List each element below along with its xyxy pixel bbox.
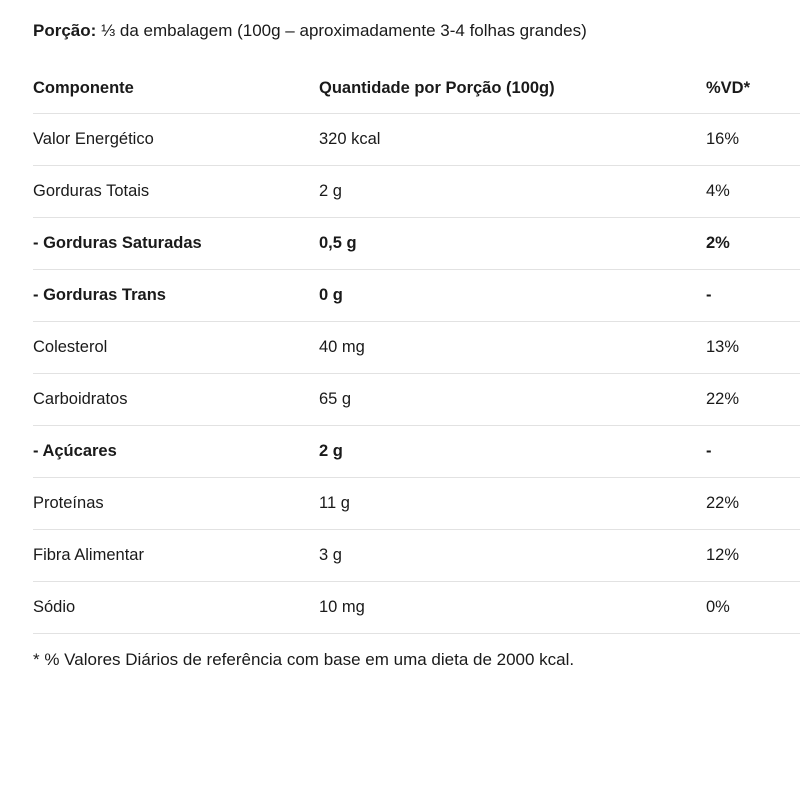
component-cell: Sódio xyxy=(33,598,76,616)
daily-value-cell: 22% xyxy=(706,494,740,512)
portion-text: ⅓ da embalagem (100g – aproximadamente 3-4 folhas grandes) xyxy=(96,21,587,40)
amount-cell: 65 g xyxy=(319,390,352,408)
amount-cell: 2 g xyxy=(319,182,342,200)
component-cell: Carboidratos xyxy=(33,390,128,408)
component-cell: Proteínas xyxy=(33,494,104,512)
header-amount: Quantidade por Porção (100g) xyxy=(319,79,555,97)
component-cell: - Gorduras Saturadas xyxy=(33,234,202,252)
portion-label: Porção: xyxy=(33,21,97,40)
table-row xyxy=(33,114,800,166)
daily-value-cell: - xyxy=(706,286,712,304)
amount-cell: 11 g xyxy=(319,494,350,512)
amount-cell: 2 g xyxy=(319,442,343,460)
table-row xyxy=(33,322,800,374)
table-row xyxy=(33,530,800,582)
daily-value-cell: 2% xyxy=(706,234,730,252)
amount-cell: 0,5 g xyxy=(319,234,357,252)
daily-value-cell: 4% xyxy=(706,182,730,200)
daily-value-cell: 13% xyxy=(706,338,740,356)
amount-cell: 320 kcal xyxy=(319,130,381,148)
table-row xyxy=(33,166,800,218)
amount-cell: 0 g xyxy=(319,286,343,304)
table-row xyxy=(33,426,800,478)
daily-value-cell: 22% xyxy=(706,390,740,408)
table-row xyxy=(33,270,800,322)
component-cell: - Gorduras Trans xyxy=(33,286,166,304)
footnote: * % Valores Diários de referência com base em uma dieta de 2000 kcal. xyxy=(33,650,575,669)
header-daily-value: %VD* xyxy=(706,79,751,97)
table-row xyxy=(33,478,800,530)
table-row xyxy=(33,374,800,426)
amount-cell: 10 mg xyxy=(319,598,365,616)
table-row xyxy=(33,582,800,634)
nutrition-table xyxy=(33,64,800,634)
component-cell: Gorduras Totais xyxy=(33,182,150,200)
component-cell: Valor Energético xyxy=(33,130,154,148)
table-header-row xyxy=(33,64,800,114)
table-body xyxy=(33,114,800,634)
daily-value-cell: - xyxy=(706,442,712,460)
daily-value-cell: 0% xyxy=(706,598,730,616)
table-row xyxy=(33,218,800,270)
amount-cell: 3 g xyxy=(319,546,342,564)
component-cell: Fibra Alimentar xyxy=(33,546,144,564)
header-component: Componente xyxy=(33,79,134,97)
component-cell: - Açúcares xyxy=(33,442,117,460)
daily-value-cell: 12% xyxy=(706,546,740,564)
amount-cell: 40 mg xyxy=(319,338,365,356)
portion-info xyxy=(33,20,587,42)
component-cell: Colesterol xyxy=(33,338,108,356)
daily-value-cell: 16% xyxy=(706,130,740,148)
